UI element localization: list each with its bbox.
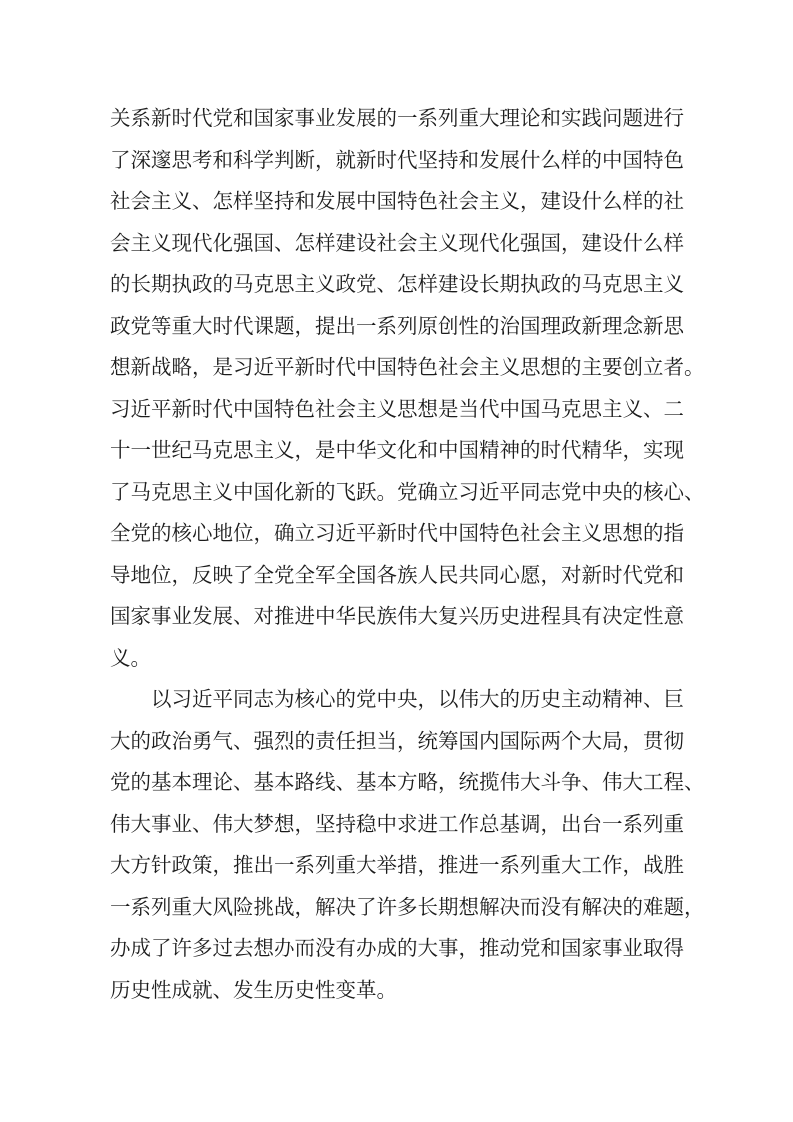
paragraph-2 — [110, 680, 710, 1012]
text-line: 历史性成就、发生历史性变革。 — [110, 979, 397, 1002]
text-line: 关系新时代党和国家事业发展的一系列重大理论和实践问题进行 — [110, 108, 684, 130]
text-line: 办成了许多过去想办而没有办成的大事，推动党和国家事业取得 — [110, 938, 684, 960]
paragraph-1 — [110, 99, 710, 680]
text-line: 伟大事业、伟大梦想，坚持稳中求进工作总基调，出台一系列重 — [110, 813, 684, 836]
text-line: 一系列重大风险挑战，解决了许多长期想解决而没有解决的难题， — [110, 896, 705, 919]
text-line: 大方针政策，推出一系列重大举措，推进一系列重大工作，战胜 — [110, 855, 684, 877]
text-line: 习近平新时代中国特色社会主义思想是当代中国马克思主义、二 — [110, 398, 684, 421]
text-line: 全党的核心地位，确立习近平新时代中国特色社会主义思想的指 — [110, 523, 684, 545]
document-text-block — [110, 99, 710, 1012]
text-line: 以习近平同志为核心的党中央，以伟大的历史主动精神、巨 — [110, 689, 684, 711]
text-line: 导地位，反映了全党全军全国各族人民共同心愿，对新时代党和 — [110, 564, 684, 587]
text-line: 义。 — [110, 647, 151, 670]
text-line: 的长期执政的马克思主义政党、怎样建设长期执政的马克思主义 — [110, 274, 684, 296]
text-line: 了马克思主义中国化新的飞跃。党确立习近平同志党中央的核心、 — [110, 481, 705, 504]
text-line: 十一世纪马克思主义，是中华文化和中国精神的时代精华，实现 — [110, 440, 684, 462]
text-line: 大的政治勇气、强烈的责任担当，统筹国内国际两个大局，贯彻 — [110, 730, 684, 753]
text-line: 党的基本理论、基本路线、基本方略，统揽伟大斗争、伟大工程、 — [110, 772, 705, 794]
text-line: 想新战略，是习近平新时代中国特色社会主义思想的主要创立者。 — [110, 357, 705, 379]
text-line: 社会主义、怎样坚持和发展中国特色社会主义，建设什么样的社 — [110, 191, 684, 213]
text-line: 国家事业发展、对推进中华民族伟大复兴历史进程具有决定性意 — [110, 606, 684, 628]
text-line: 了深邃思考和科学判断，就新时代坚持和发展什么样的中国特色 — [110, 149, 684, 172]
text-line: 会主义现代化强国、怎样建设社会主义现代化强国，建设什么样 — [110, 232, 684, 255]
text-line: 政党等重大时代课题，提出一系列原创性的治国理政新理念新思 — [110, 315, 684, 338]
